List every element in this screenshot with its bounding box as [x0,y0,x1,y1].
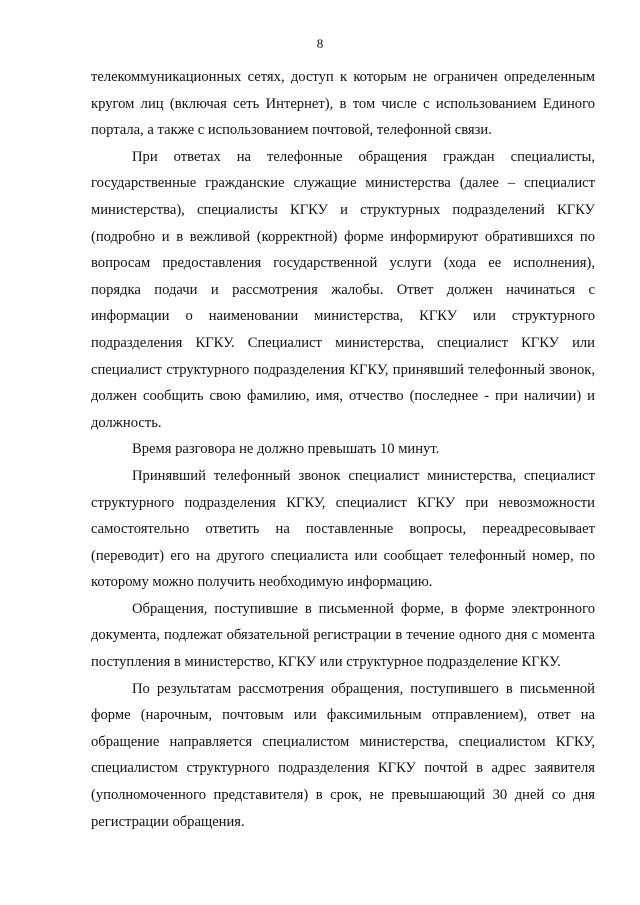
paragraph-written-response: По результатам рассмотрения обращения, поступившего в письменной форме (нарочным, почтовым или факсимильным отправлением), ответ на обращение направляется специалистом министерства, специалистом КГКУ, специалистом структурного подразделения КГКУ почтой в адрес заявителя (уполномоченного представителя) в срок, не превышающий 30 дней со дня регистрации обращения. [91,680,595,830]
page-number: 8 [316,36,324,51]
paragraph-call-redirect: Принявший телефонный звонок специалист министерства, специалист структурного подразделения КГКУ, специалист КГКУ при невозможности самостоятельно ответить на поставленные вопросы, переадресовывает (переводит) его на другого специалиста или сообщает телефонный номер, по которому можно получить необходимую информацию. [91,467,595,591]
paragraph-written-registration: Обращения, поступившие в письменной форме, в форме электронного документа, подлежат обязательной регистрации в течение одного дня с момента поступления в министерство, КГКУ или структурное подразделение КГКУ. [91,600,595,671]
paragraph-phone-inquiries: При ответах на телефонные обращения граждан специалисты, государственные гражданские служащие министерства (далее – специалист министерства), специалисты КГКУ и структурных подразделений КГКУ (подробно и в вежливой (корректной) форме информируют обратившихся по вопросам предоставления государственной услуги (хода ее исполнения), порядка подачи и рассмотрения жалобы. Ответ должен начинаться с информации о наименовании министерства, КГКУ или структурного подразделения КГКУ. Специалист министерства, специалист КГКУ или специалист структурного подразделения КГКУ, принявший телефонный звонок, должен сообщить свою фамилию, имя, отчество (последнее - при наличии) и должность. [91,148,595,431]
paragraph-continuation: телекоммуникационных сетях, доступ к которым не ограничен определенным кругом лиц (включая сеть Интернет), в том числе с использованием Единого портала, а также с использованием почтовой, телефонной связи. [91,69,595,139]
paragraph-call-duration: Время разговора не должно превышать 10 минут. [132,441,440,458]
document-body [91,64,595,835]
